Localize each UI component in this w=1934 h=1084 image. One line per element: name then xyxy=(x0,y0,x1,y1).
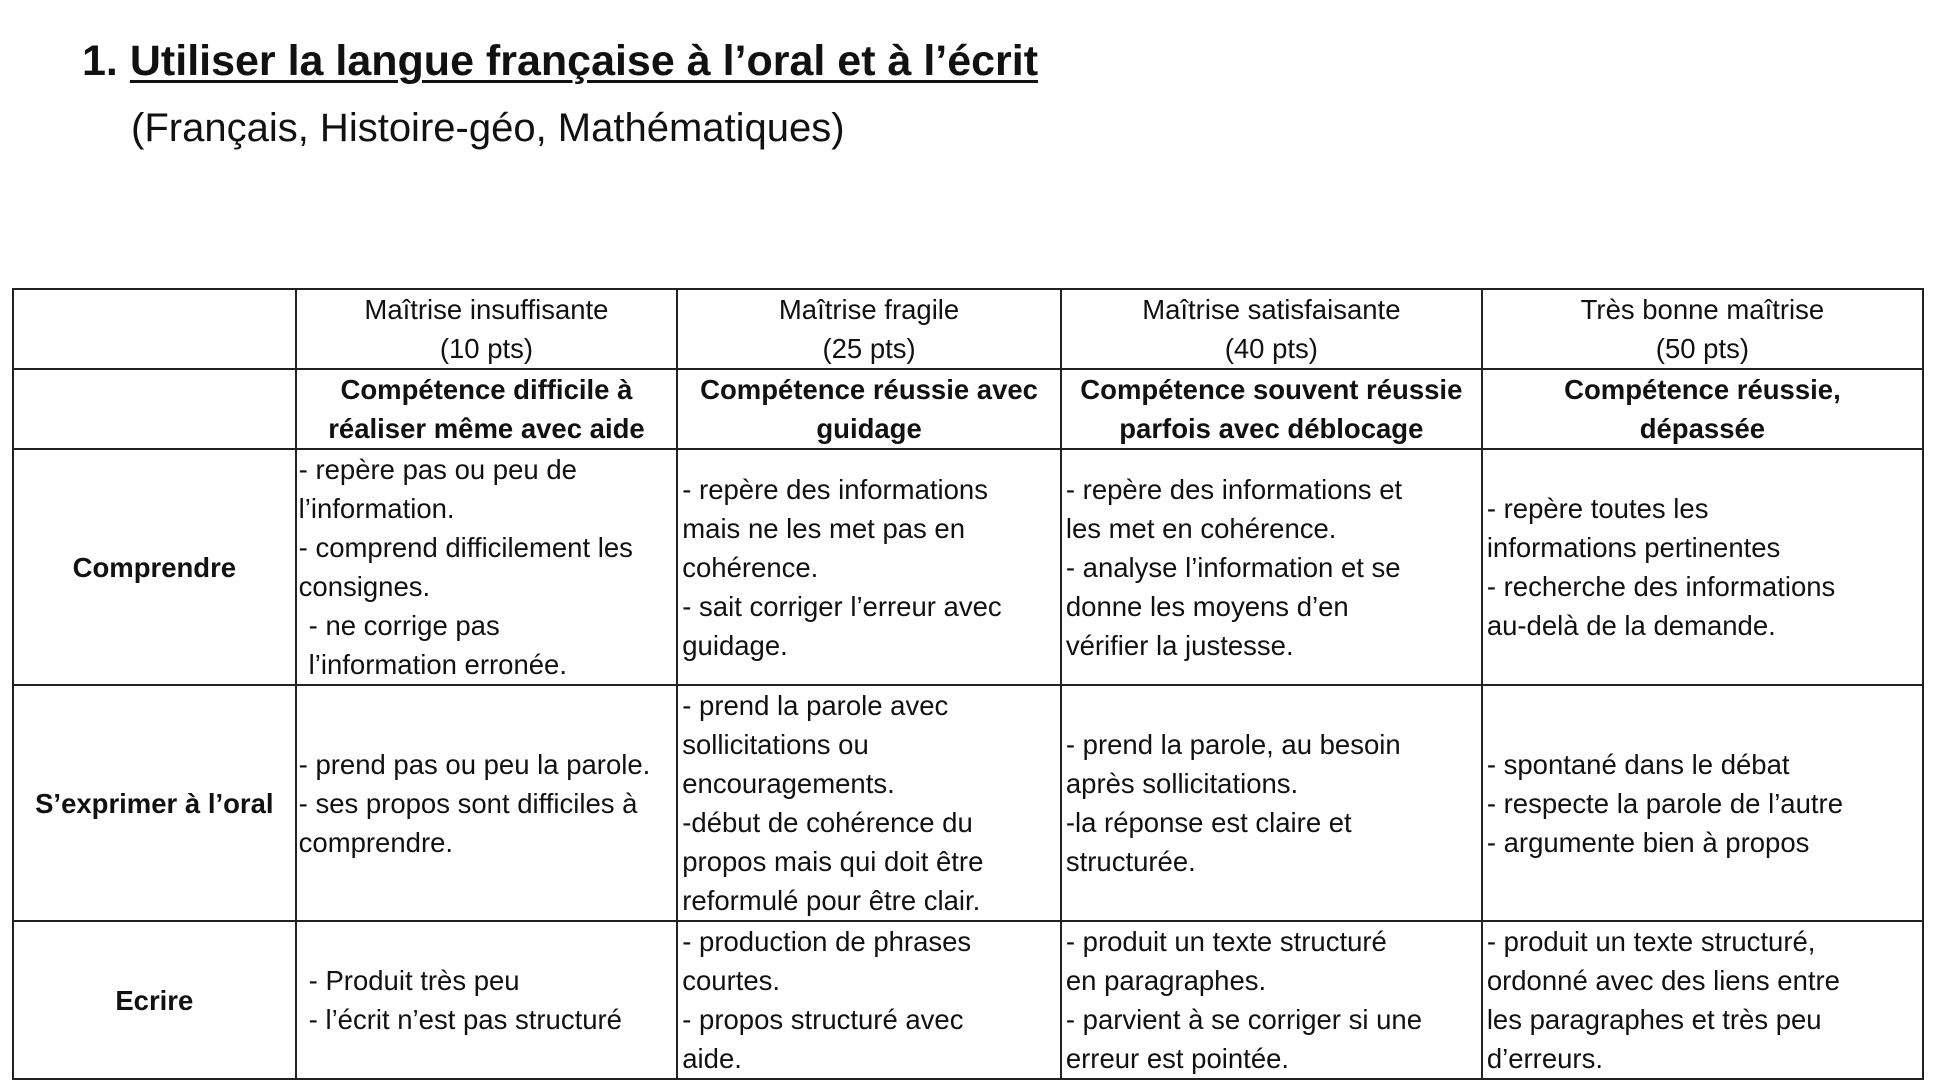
criteria-cell: - repère toutes les informations pertinentes - recherche des informations au-delà de la demande. xyxy=(1482,449,1923,685)
corner-cell xyxy=(13,369,296,449)
table-row xyxy=(13,685,1923,921)
criteria-cell: - prend pas ou peu la parole. - ses propos sont difficiles à comprendre. xyxy=(296,685,678,921)
competence-cell: Compétence réussie avec guidage xyxy=(677,369,1061,449)
criteria-cell: - Produit très peu - l’écrit n’est pas structuré xyxy=(296,921,678,1079)
criteria-cell: - repère des informations mais ne les met pas en cohérence. - sait corriger l’erreur avec guidage. xyxy=(677,449,1061,685)
level-header: Très bonne maîtrise (50 pts) xyxy=(1482,289,1923,369)
table-row xyxy=(13,921,1923,1079)
corner-cell xyxy=(13,289,296,369)
criteria-cell: - repère pas ou peu de l’information. - comprend difficilement les consignes. - ne corrige pas l’information erronée. xyxy=(296,449,678,685)
table-row xyxy=(13,449,1923,685)
section-subtitle: (Français, Histoire-géo, Mathématiques) xyxy=(131,106,845,150)
competence-cell: Compétence souvent réussie parfois avec déblocage xyxy=(1061,369,1482,449)
level-header: Maîtrise fragile (25 pts) xyxy=(677,289,1061,369)
row-label: Comprendre xyxy=(13,449,296,685)
section-title: Utiliser la langue française à l’oral et à l’écrit xyxy=(129,37,1039,85)
criteria-cell: - repère des informations et les met en cohérence. - analyse l’information et se donne les moyens d’en vérifier la justesse. xyxy=(1061,449,1482,685)
row-label: Ecrire xyxy=(13,921,296,1079)
level-header: Maîtrise satisfaisante (40 pts) xyxy=(1061,289,1482,369)
competence-cell: Compétence difficile à réaliser même avec aide xyxy=(296,369,678,449)
evaluation-grid xyxy=(12,288,1924,1080)
section-number: 1. xyxy=(82,37,118,85)
criteria-cell: - produit un texte structuré en paragraphes. - parvient à se corriger si une erreur est pointée. xyxy=(1061,921,1482,1079)
criteria-cell: - prend la parole avec sollicitations ou encouragements. -début de cohérence du propos mais qui doit être reformulé pour être clair. xyxy=(677,685,1061,921)
competence-cell: Compétence réussie, dépassée xyxy=(1482,369,1923,449)
criteria-cell: - prend la parole, au besoin après sollicitations. -la réponse est claire et structurée. xyxy=(1061,685,1482,921)
row-label: S’exprimer à l’oral xyxy=(13,685,296,921)
criteria-cell: - spontané dans le débat - respecte la parole de l’autre - argumente bien à propos xyxy=(1482,685,1923,921)
criteria-cell: - production de phrases courtes. - propos structuré avec aide. xyxy=(677,921,1061,1079)
level-header: Maîtrise insuffisante (10 pts) xyxy=(296,289,678,369)
section-heading xyxy=(82,30,1038,92)
competence-row xyxy=(13,369,1923,449)
criteria-cell: - produit un texte structuré, ordonné avec des liens entre les paragraphes et très peu d’erreurs. xyxy=(1482,921,1923,1079)
levels-header-row xyxy=(13,289,1923,369)
